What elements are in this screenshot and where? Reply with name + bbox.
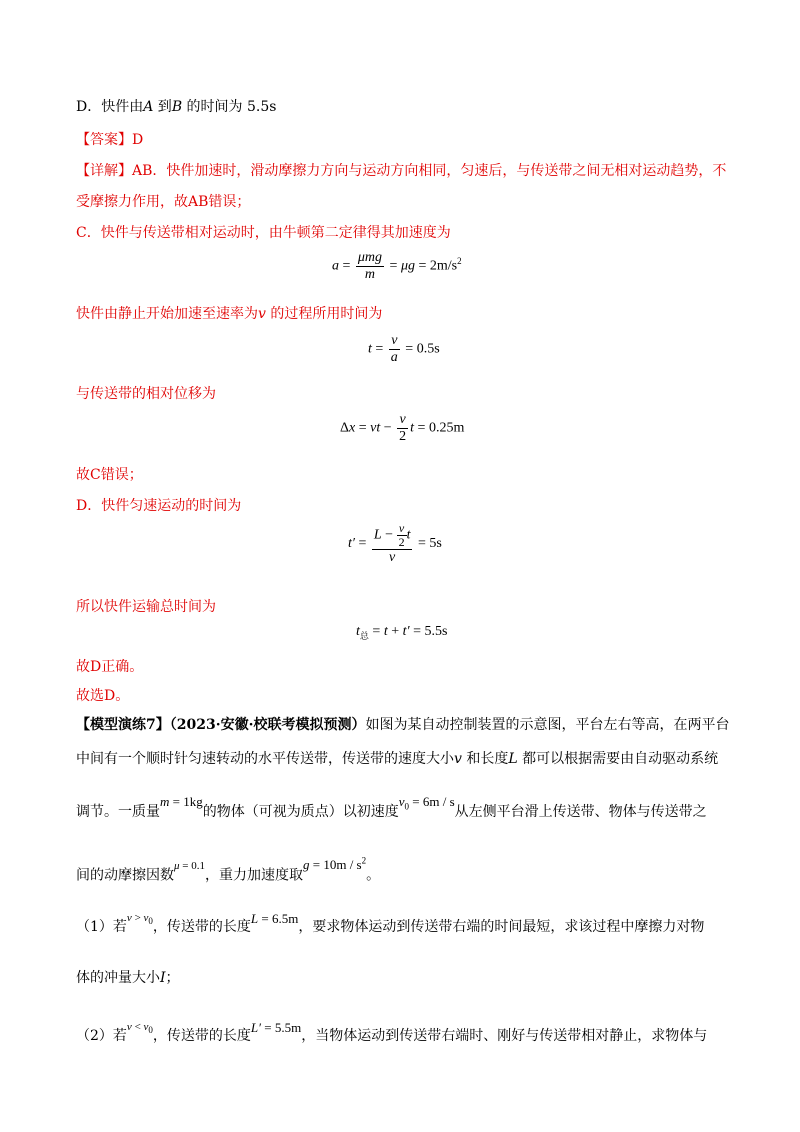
text-total-time: 所以快件运输总时间为 [76,599,216,615]
text-choose-d: 故选D。 [76,688,130,704]
question-2-line-1: （2）若$^{v < v_0}$，传送带的长度L′ = 5.5m，当物体运动到传送带右端时、刚好与传送带相对静止，求物体与 [76,1020,708,1044]
model-exercise-text-1: 如图为某自动控制装置的示意图，平台左右等高，在两平台 [365,717,730,733]
model-exercise-source: （2023·安徽·校联考模拟预测） [169,717,366,733]
question-1-line-2: 体的冲量大小I； [76,970,180,986]
equation-displacement: Δx = vt − $\frac{v}{2}$ t = 0.25m [340,412,465,444]
question-1-line-1: （1）若$^{v > v_0}$，传送带的长度L = 6.5m，要求物体运动到传送带右端的时间最短，求该过程中摩擦力对物 [76,911,705,935]
text-d-uniform: D．快件匀速运动的时间为 [76,498,242,514]
text-time-accel: 快件由静止开始加速至速率为v 的过程所用时间为 [76,306,383,322]
model-exercise-heading: 【模型演练7】 [76,717,170,733]
detail-c-line: C．快件与传送带相对运动时，由牛顿第二定律得其加速度为 [76,225,451,241]
equation-total-time: $t_总 = t + t' = 5.5s$ [356,624,448,641]
answer-line: 【答案】D [76,132,144,148]
detail-line-2: 受摩擦力作用，故AB错误； [76,194,251,210]
detail-line-1: 【详解】AB．快件加速时，滑动摩擦力方向与运动方向相同，匀速后，与传送带之间无相对运动趋势，不 [76,163,727,179]
text-d-correct: 故D正确。 [76,659,144,675]
text-c-wrong: 故C错误； [76,467,143,483]
equation-uniform-time: t′ = L − $\frac{v}{2}$ t v = 5s [348,521,442,565]
model-exercise-line-1 [76,716,729,734]
option-d: D．快件由A 到B 的时间为 5.5s [76,99,277,115]
model-exercise-line-4: 间的动摩擦因数$^{\mu = 0.1}$，重力加速度取$g = 10m / s^2$。 [76,856,381,884]
equation-acceleration: a = $\frac{\text{μmg}}{m}$ = $\mu g = 2m/s^2$ [332,250,462,282]
model-exercise-line-2: 中间有一个顺时针匀速转动的水平传送带，传送带的速度大小v 和长度L 都可以根据需要由自动驱动系统 [76,751,719,767]
text-relative-disp: 与传送带的相对位移为 [76,386,216,402]
equation-time: t = $\frac{v}{a}$ = 0.5s [368,333,440,365]
model-exercise-line-3: 调节。一质量m = 1kg的物体（可视为质点）以初速度$v_0 = 6m / s$从左侧平台滑上传送带、物体与传送带之 [76,794,707,820]
